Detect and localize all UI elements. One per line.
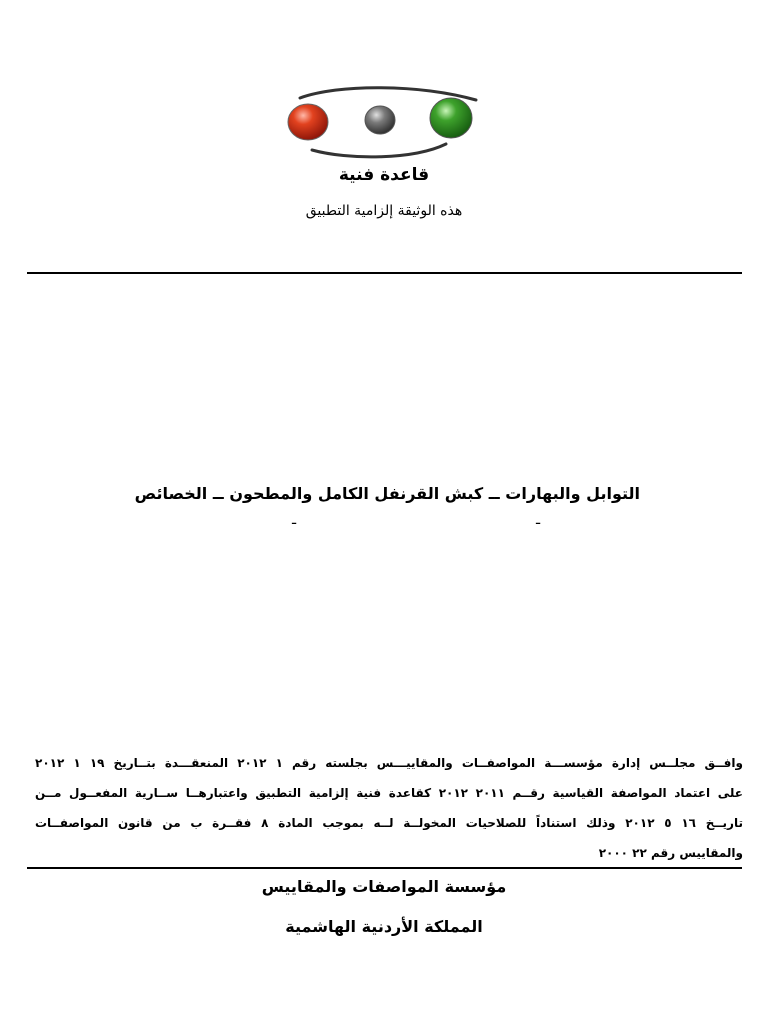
bottom-divider bbox=[27, 867, 742, 869]
approval-line: تاريــخ ١٦ ٥ ٢٠١٢ وذلك استناداً للصلاحيات المخولــة لــه بموجب المادة ٨ فقــرة ب من قانون المواصفــات bbox=[35, 816, 743, 830]
three-spheres-logo-icon bbox=[278, 82, 488, 162]
approval-line: والمقاييس رقم ٢٢ ٢٠٠٠ bbox=[598, 846, 743, 860]
approval-line: على اعتماد المواصفة القياسية رقــم ٢٠١١ ٢٠١٢ كقاعدة فنية إلزامية التطبيق واعتبارهــا ســارية المفعــول مــن bbox=[35, 786, 743, 800]
approval-line: وافــق مجلــس إدارة مؤسســـة المواصفــات والمقاييـــس بجلسته رقم ١ ٢٠١٢ المنعقـــدة بتــاريخ ١٩ ١ ٢٠١٢ bbox=[35, 756, 743, 770]
header-subtitle: هذه الوثيقة إلزامية التطبيق bbox=[305, 203, 463, 219]
top-divider bbox=[27, 272, 742, 274]
approval-paragraph bbox=[35, 752, 743, 872]
document-title: التوابل والبهارات ــ كبش القرنفل الكامل والمطحون ــ الخصائص bbox=[134, 484, 640, 503]
title-dash: ـ bbox=[536, 512, 541, 528]
country-name: المملكة الأردنية الهاشمية bbox=[285, 917, 483, 936]
header-title: قاعدة فنية bbox=[338, 165, 430, 185]
organization-name: مؤسسة المواصفات والمقاييس bbox=[261, 877, 507, 896]
title-dash: ـ bbox=[292, 512, 297, 528]
